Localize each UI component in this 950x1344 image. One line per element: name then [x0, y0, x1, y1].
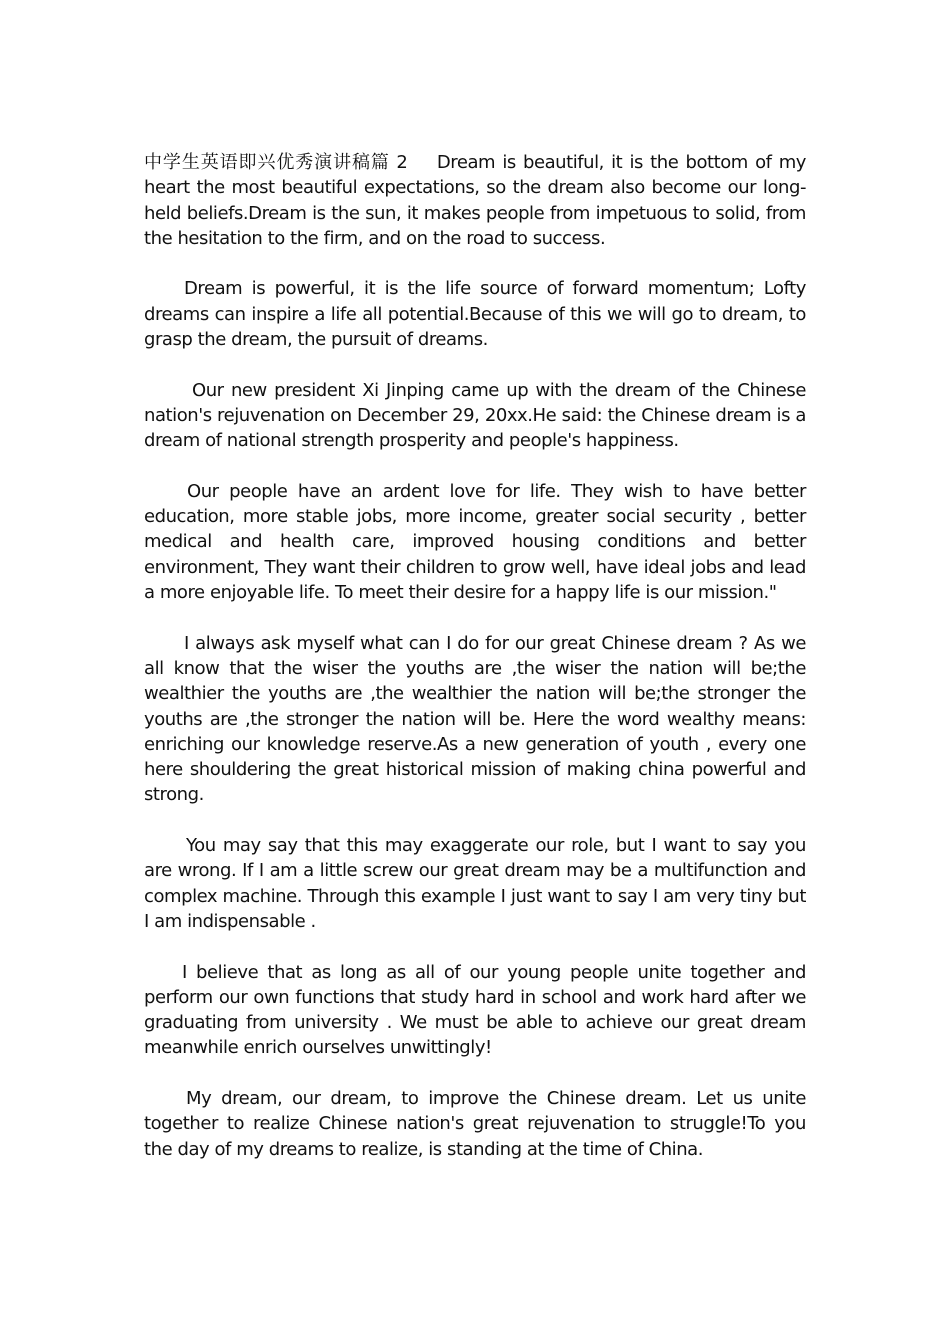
- paragraph-7: I believe that as long as all of our young people unite together and perform our own functions that study hard in school and work hard after we graduating from university . We must be able to achieve our great dream meanwhile enrich ourselves unwittingly!: [144, 961, 806, 1059]
- paragraph-8: My dream, our dream, to improve the Chinese dream. Let us unite together to realize Chinese nation's great rejuvenation to struggle!To you the day of my dreams to realize, is standing at the time of China.: [144, 1087, 806, 1160]
- paragraph-1-text: Dream is beautiful, it is the bottom of my heart the most beautiful expectations, so the dream also become our long-held beliefs.Dream is the sun, it makes people from impetuous to solid, from the hesitation to the firm, and on the road to success.: [144, 152, 806, 249]
- paragraph-1: [144, 150, 806, 251]
- paragraph-5: I always ask myself what can I do for our great Chinese dream ? As we all know that the wiser the youths are ,the wiser the nation will be;the wealthier the youths are ,the wealthier the nation will be;the stronger the youths are ,the stronger the nation will be. Here the word wealthy means: enriching our knowledge reserve.As a new generation of youth , every one here shouldering the great historical mission of making china powerful and strong.: [144, 632, 806, 806]
- paragraph-4: Our people have an ardent love for life. They wish to have better education, more stable jobs, more income, greater social security , better medical and health care, improved housing conditions and better environment, They want their children to grow well, have ideal jobs and lead a more enjoyable life. To meet their desire for a happy life is our mission.": [144, 480, 806, 604]
- paragraph-2: Dream is powerful, it is the life source of forward momentum; Lofty dreams can inspire a life all potential.Because of this we will go to dream, to grasp the dream, the pursuit of dreams.: [144, 278, 806, 351]
- document-page: [144, 150, 806, 1187]
- paragraph-3: Our new president Xi Jinping came up with the dream of the Chinese nation's rejuvenation on December 29, 20xx.He said: the Chinese dream is a dream of national strength prosperity and people's happiness.: [144, 379, 806, 452]
- paragraph-6: You may say that this may exaggerate our role, but I want to say you are wrong. If I am a little screw our great dream may be a multifunction and complex machine. Through this example I just want to say I am very tiny but I am indispensable .: [144, 835, 806, 932]
- document-title: 中学生英语即兴优秀演讲稿篇 2: [144, 152, 407, 173]
